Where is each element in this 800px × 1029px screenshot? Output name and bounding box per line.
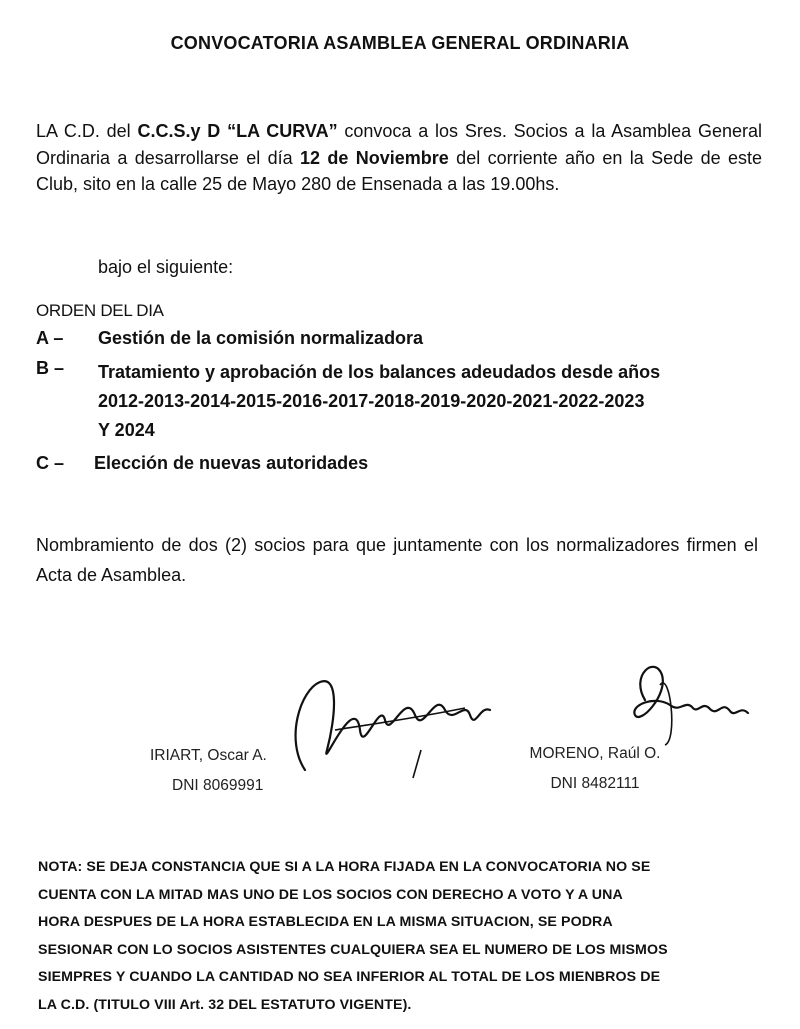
document-title: CONVOCATORIA ASAMBLEA GENERAL ORDINARIA xyxy=(170,33,630,53)
closing-paragraph: Nombramiento de dos (2) socios para que juntamente con los normalizadores firmen el Acta de Asamblea. xyxy=(36,535,758,585)
agenda-letter: B – xyxy=(36,358,65,378)
nota-line: HORA DESPUES DE LA HORA ESTABLECIDA EN LA MISMA SITUACION, SE PODRA xyxy=(38,914,613,931)
intro-text-2: convoca a los Sres. Socios a la Asamblea General Ordinaria a desarrollarse el día xyxy=(36,121,763,168)
signatory-dni-1: DNI 8069991 xyxy=(172,777,264,794)
nota-line: LA C.D. (TITULO VIII Art. 32 DEL ESTATUTO VIGENTE). xyxy=(38,996,412,1013)
agenda-text: Gestión de la comisión normalizadora xyxy=(98,328,424,348)
signature-block-2 xyxy=(500,645,700,810)
intro-paragraph xyxy=(36,118,762,198)
signature-block-1 xyxy=(140,660,390,810)
agenda-text-years: 2012-2013-2014-2015-2016-2017-2018-2019-2020-2021-2022-2023 xyxy=(98,391,645,411)
lead-text: bajo el siguiente: xyxy=(98,257,234,277)
agenda-text: Elección de nuevas autoridades xyxy=(94,453,369,473)
handwritten-signature-2 xyxy=(600,645,800,755)
agenda-heading: ORDEN DEL DIA xyxy=(36,301,164,320)
club-name: C.C.S.y D “LA CURVA” xyxy=(137,121,338,141)
signatory-dni-2: DNI 8482111 xyxy=(550,775,640,792)
intro-text-3: del corriente año en la Sede de este Club, sito en la calle 25 de Mayo 280 de Ensenada a las 19.00hs. xyxy=(36,147,763,194)
agenda-text-final: Y 2024 xyxy=(98,420,155,440)
nota-line: SIEMPRES Y CUANDO LA CANTIDAD NO SEA INFERIOR AL TOTAL DE LOS MIENBROS DE xyxy=(38,969,661,986)
intro-text-1: LA C.D. del xyxy=(36,121,138,141)
agenda-letter: C – xyxy=(36,453,65,473)
signatory-name-1: IRIART, Oscar A. xyxy=(150,747,267,764)
signatory-name-2: MORENO, Raúl O. xyxy=(529,745,661,762)
agenda-letter: A – xyxy=(36,328,64,348)
nota-line: SESIONAR CON LO SOCIOS ASISTENTES CUALQUIERA SEA EL NUMERO DE LOS MISMOS xyxy=(38,941,668,958)
nota-line: CUENTA CON LA MITAD MAS UNO DE LOS SOCIOS CON DERECHO A VOTO Y A UNA xyxy=(38,886,623,903)
nota-line: NOTA: SE DEJA CONSTANCIA QUE SI A LA HORA FIJADA EN LA CONVOCATORIA NO SE xyxy=(38,859,651,875)
nota-paragraph xyxy=(38,854,762,1020)
agenda-text: Tratamiento y aprobación de los balances adeudados desde años xyxy=(98,362,661,382)
meeting-date: 12 de Noviembre xyxy=(300,147,449,168)
